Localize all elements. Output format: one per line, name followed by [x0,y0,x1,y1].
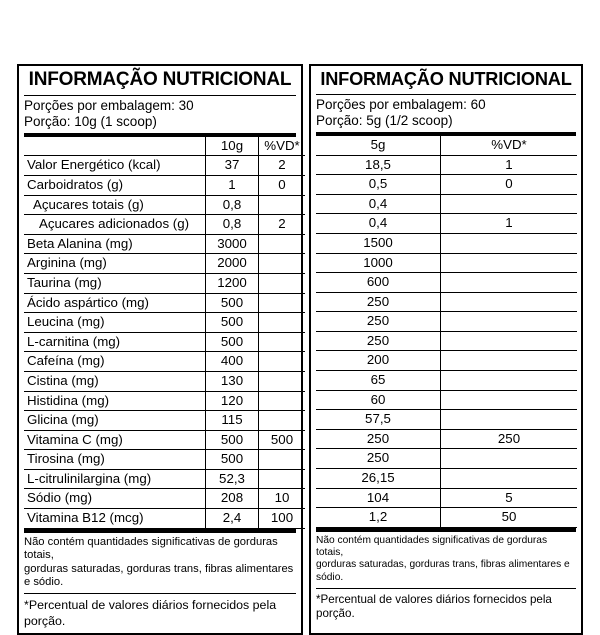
nutrient-daily-value [441,273,578,293]
nutrient-amount: 1500 [316,233,441,253]
nutrient-daily-value [259,352,306,372]
nutrient-daily-value [259,469,306,489]
nutrient-daily-value [441,449,578,469]
nutrient-amount: 1000 [316,253,441,273]
nutrient-name: Açucares adicionados (g) [24,215,206,235]
nutrient-amount: 26,15 [316,469,441,489]
nutrient-amount: 250 [316,449,441,469]
nutrient-amount: 0,8 [206,195,259,215]
nutrient-amount: 500 [206,293,259,313]
nutrient-amount: 400 [206,352,259,372]
nutrient-amount: 1 [206,175,259,195]
table-header-row [316,136,577,155]
nutrient-name: Valor Energético (kcal) [24,156,206,176]
nutrient-amount: 104 [316,488,441,508]
nutrient-name: Carboidratos (g) [24,175,206,195]
nutrient-name: Histidina (mg) [24,391,206,411]
fat-disclaimer-line1: Não contém quantidades significativas de gorduras totais, [24,535,278,562]
nutrient-name: L-citrulinilargina (mg) [24,469,206,489]
nutrient-amount: 0,4 [316,214,441,234]
nutrient-daily-value [259,332,306,352]
column-header-nutrient [24,137,206,156]
table-row [24,411,305,431]
table-row [316,429,577,449]
table-row [316,194,577,214]
table-row [316,390,577,410]
nutrient-name: Cistina (mg) [24,371,206,391]
nutrient-amount: 3000 [206,234,259,254]
nutrient-amount: 60 [316,390,441,410]
table-row [316,175,577,195]
nutrition-panel-5g [309,64,583,635]
nutrient-amount: 500 [206,430,259,450]
panel-title: INFORMAÇÃO NUTRICIONAL [28,69,292,90]
table-row [316,292,577,312]
nutrient-daily-value [259,234,306,254]
servings-per-package: Porções por embalagem: 60 [316,97,486,113]
nutrient-name: Cafeína (mg) [24,352,206,372]
nutrient-name: Glicina (mg) [24,411,206,431]
nutrient-amount: 500 [206,450,259,470]
nutrition-panel-10g [17,64,303,635]
table-row [316,371,577,391]
table-body [316,155,577,527]
table-row [316,312,577,332]
table-row [24,234,305,254]
nutrient-daily-value: 50 [441,508,578,528]
serving-info [24,96,296,133]
nutrient-daily-value: 500 [259,430,306,450]
nutrition-table [316,136,577,528]
nutrient-daily-value: 5 [441,488,578,508]
table-row [24,195,305,215]
table-row [24,254,305,274]
column-header-amount: 5g [316,136,441,155]
nutrient-amount: 2000 [206,254,259,274]
table-row [24,430,305,450]
nutrient-daily-value [441,410,578,430]
nutrient-name: Vitamina C (mg) [24,430,206,450]
nutrient-daily-value [259,195,306,215]
nutrient-amount: 250 [316,429,441,449]
table-row [316,488,577,508]
table-row [316,449,577,469]
nutrient-amount: 0,8 [206,215,259,235]
nutrient-amount: 18,5 [316,155,441,175]
table-row [24,313,305,333]
nutrient-amount: 65 [316,371,441,391]
nutrient-amount: 250 [316,331,441,351]
nutrient-name: Açucares totais (g) [24,195,206,215]
nutrient-daily-value [259,391,306,411]
nutrient-name: Tirosina (mg) [24,450,206,470]
table-row [316,233,577,253]
nutrient-daily-value [441,390,578,410]
nutrient-daily-value [259,254,306,274]
table-header-row [24,137,305,156]
table-row [24,156,305,176]
nutrient-amount: 200 [316,351,441,371]
nutrient-daily-value [259,293,306,313]
nutrient-name: Beta Alanina (mg) [24,234,206,254]
nutrient-amount: 57,5 [316,410,441,430]
table-row [24,352,305,372]
nutrient-name: L-carnitina (mg) [24,332,206,352]
nutrient-daily-value [441,253,578,273]
table-body [24,156,305,528]
nutrient-daily-value [441,312,578,332]
nutrient-daily-value: 10 [259,489,306,509]
nutrition-panels [17,64,583,635]
table-row [24,450,305,470]
nutrient-amount: 1200 [206,273,259,293]
table-row [24,175,305,195]
table-row [316,253,577,273]
servings-per-package: Porções por embalagem: 30 [24,97,194,113]
fat-disclaimer-line2: gorduras saturadas, gorduras trans, fibras alimentares e sódio. [24,562,294,588]
nutrient-name: Taurina (mg) [24,273,206,293]
table-row [316,508,577,528]
panel-title: INFORMAÇÃO NUTRICIONAL [320,69,572,89]
fat-disclaimer-line2: gorduras saturadas, gorduras trans, fibras alimentares e sódio. [316,559,570,583]
table-row [24,391,305,411]
nutrient-amount: 600 [316,273,441,293]
column-header-dv: %VD* [259,137,306,156]
nutrient-daily-value [259,273,306,293]
nutrient-name: Leucina (mg) [24,313,206,333]
nutrition-table [24,137,305,529]
nutrient-amount: 208 [206,489,259,509]
table-row [24,489,305,509]
nutrient-daily-value [259,371,306,391]
nutrient-amount: 115 [206,411,259,431]
table-row [24,273,305,293]
nutrient-amount: 130 [206,371,259,391]
dv-footnote: *Percentual de valores diários fornecidos pela porção. [316,592,552,621]
nutrient-daily-value: 1 [441,155,578,175]
nutrient-name: Sódio (mg) [24,489,206,509]
nutrient-daily-value: 1 [441,214,578,234]
nutrient-daily-value: 100 [259,509,306,529]
nutrient-daily-value: 2 [259,215,306,235]
nutrient-daily-value: 0 [259,175,306,195]
nutrient-amount: 500 [206,332,259,352]
table-row [316,155,577,175]
nutrient-daily-value: 2 [259,156,306,176]
portion-size: Porção: 5g (1/2 scoop) [316,113,453,129]
portion-size: Porção: 10g (1 scoop) [24,113,157,129]
nutrient-name: Ácido aspártico (mg) [24,293,206,313]
fat-disclaimer [24,533,296,594]
nutrient-daily-value [441,292,578,312]
table-row [24,509,305,529]
nutrient-daily-value: 250 [441,429,578,449]
nutrient-daily-value [259,313,306,333]
nutrient-daily-value [259,411,306,431]
table-row [24,469,305,489]
table-row [24,293,305,313]
table-row [316,214,577,234]
table-row [24,215,305,235]
table-row [316,351,577,371]
nutrient-daily-value [441,371,578,391]
nutrient-amount: 0,4 [316,194,441,214]
table-row [316,331,577,351]
nutrient-amount: 250 [316,312,441,332]
nutrient-daily-value [259,450,306,470]
table-row [24,332,305,352]
nutrient-amount: 37 [206,156,259,176]
nutrient-amount: 52,3 [206,469,259,489]
table-row [316,469,577,489]
column-header-dv: %VD* [441,136,578,155]
table-row [316,410,577,430]
nutrient-amount: 1,2 [316,508,441,528]
nutrient-amount: 2,4 [206,509,259,529]
column-header-amount: 10g [206,137,259,156]
nutrient-amount: 250 [316,292,441,312]
table-row [316,273,577,293]
nutrient-daily-value [441,351,578,371]
table-row [24,371,305,391]
serving-info [316,95,576,132]
dv-footnote: *Percentual de valores diários fornecidos pela porção. [24,598,277,628]
nutrient-name: Vitamina B12 (mcg) [24,509,206,529]
nutrient-amount: 120 [206,391,259,411]
nutrient-daily-value [441,469,578,489]
fat-disclaimer-line1: Não contém quantidades significativas de gorduras totais, [316,534,548,559]
nutrient-amount: 500 [206,313,259,333]
nutrient-daily-value: 0 [441,175,578,195]
nutrient-daily-value [441,194,578,214]
fat-disclaimer [316,532,576,588]
nutrient-amount: 0,5 [316,175,441,195]
nutrient-daily-value [441,331,578,351]
nutrient-daily-value [441,233,578,253]
nutrient-name: Arginina (mg) [24,254,206,274]
